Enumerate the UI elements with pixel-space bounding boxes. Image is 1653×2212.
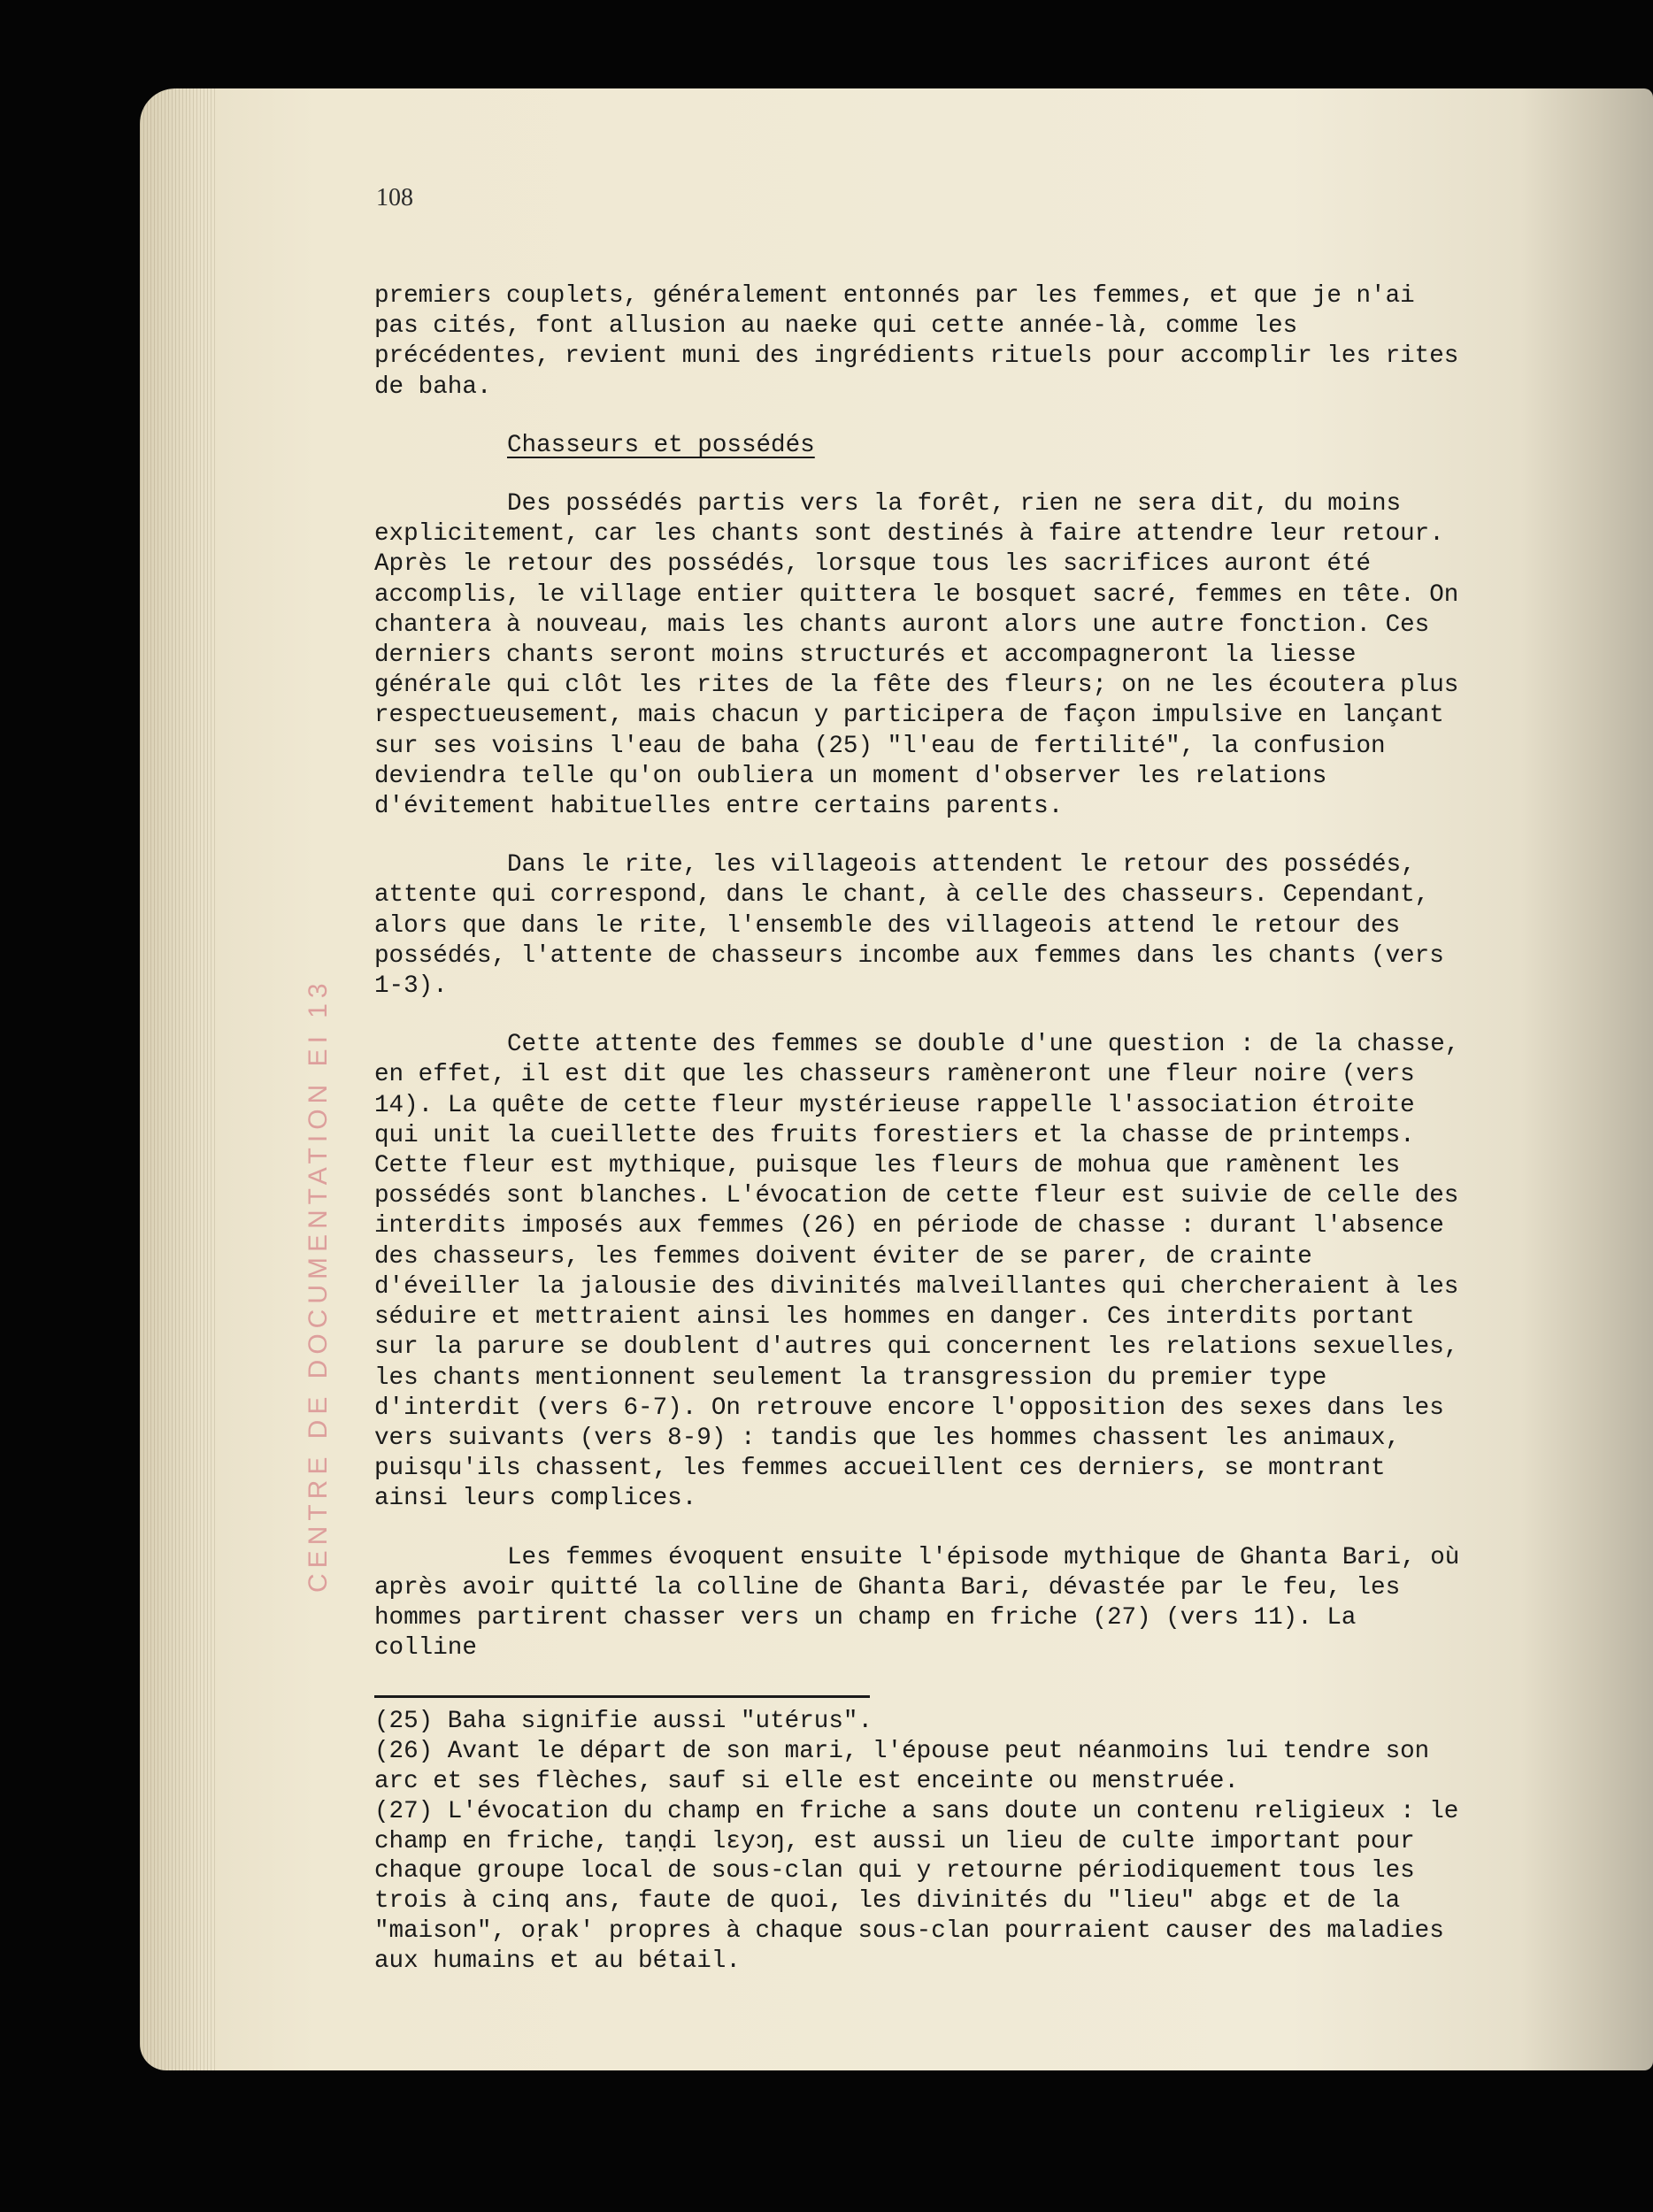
page-number: 108 [376, 184, 413, 211]
paragraph-1: premiers couplets, généralement entonnés par les femmes, et que je n'ai pas cités, font allusion au naeke qui cette année-là, comme les précédentes, revient muni des ingrédients rituels pour accomplir les rites de baha. [374, 282, 1459, 401]
library-stamp: CENTRE DE DOCUMENTATION EI 13 [304, 978, 333, 1593]
footnote-26: (26) Avant le départ de son mari, l'épouse peut néanmoins lui tendre son arc et ses flèches, sauf si elle est enceinte ou menstruée. [374, 1738, 1430, 1795]
page-edge [140, 88, 215, 2070]
footnote-25: (25) Baha signifie aussi "utérus". [374, 1708, 873, 1736]
paragraph-3: Dans le rite, les villageois attendent le retour des possédés, attente qui correspond, dans le chant, à celle des chasseurs. Cependant, alors que dans le rite, l'ensemble des villageois attend le retour des possédés, l'attente de chasseurs incombe aux femmes dans les chants (vers 1-3). [374, 851, 1444, 1001]
main-text [374, 281, 1472, 1977]
footnote-27: (27) L'évocation du champ en friche a sans doute un contenu religieux : le champ en friche, taṇḍi lɛyɔŋ, est aussi un lieu de culte important pour chaque groupe local de sous-clan qui y retourne périodiquement tous les trois à cinq ans, faute de quoi, les divinités du "lieu" abgɛ et de la "maison", oṛak' propres à chaque sous-clan pourraient causer des maladies aux humains et au bétail. [374, 1797, 1459, 1975]
paragraph-2: Des possédés partis vers la forêt, rien ne sera dit, du moins explicitement, car les chants sont destinés à faire attendre leur retour. Après le retour des possédés, lorsque tous les sacrifices auront été accomplis, le village entier quittera le bosquet sacré, femmes en tête. On chantera à nouveau, mais les chants auront alors une autre fonction. Ces derniers chants seront moins structurés et accompagneront la liesse générale qui clôt les rites de la fête des fleurs; on ne les écoutera plus respectueusement, mais chacun y participera de façon impulsive en lançant sur ses voisins l'eau de baha (25) "l'eau de fertilité", la confusion deviendra telle qu'on oubliera un moment d'observer les relations d'évitement habituelles entre certains parents. [374, 490, 1459, 821]
section-heading: Chasseurs et possédés [507, 431, 815, 459]
paragraph-5: Les femmes évoquent ensuite l'épisode mythique de Ghanta Bari, où après avoir quitté la colline de Ghanta Bari, dévastée par le feu, les hommes partirent chasser vers un champ en friche (27) (vers 11). La colline [374, 1543, 1460, 1663]
paragraph-4: Cette attente des femmes se double d'une question : de la chasse, en effet, il est dit que les chasseurs ramèneront une fleur noire (vers 14). La quête de cette fleur mystérieuse rappelle l'association étroite qui unit la cueillette des fruits forestiers et la chasse de printemps. Cette fleur est mythique, puisque les fleurs de mohua que ramènent les possédés sont blanches. L'évocation de cette fleur est suivie de celle des interdits imposés aux femmes (26) en période de chasse : durant l'absence des chasseurs, les femmes doivent éviter de se parer, de crainte d'éveiller la jalousie des divinités malveillantes qui chercheraient à les séduire et mettraient ainsi les hommes en danger. Ces interdits portant sur la parure se doublent d'autres qui concernent les relations sexuelles, les chants mentionnent seulement la transgression du premier type d'interdit (vers 6-7). On retrouve encore l'opposition des sexes dans les vers suivants (vers 8-9) : tandis que les hommes chassent les animaux, puisqu'ils chassent, les femmes accueillent ces derniers, se montrant ainsi leurs complices. [374, 1031, 1460, 1513]
footnote-divider [374, 1695, 870, 1698]
footnotes [374, 1707, 1472, 1976]
